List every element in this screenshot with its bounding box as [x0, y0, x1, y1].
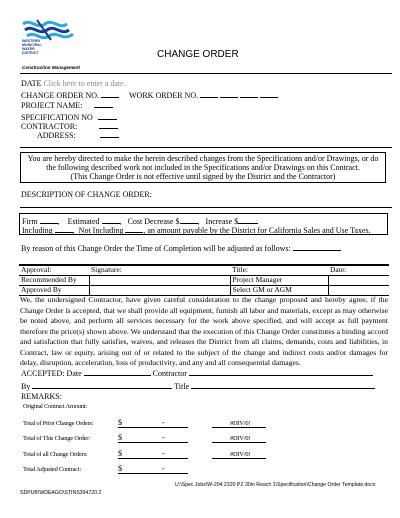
change-order-no-label: CHANGE ORDER NO. [21, 91, 99, 100]
contractor-signature-field[interactable] [189, 367, 373, 376]
cost-decrease-label: Cost Decrease $ [127, 217, 180, 226]
work-order-no-row [129, 89, 278, 100]
contractor-label: CONTRACTOR: [21, 122, 78, 131]
prior-change-orders-currency: $ [118, 418, 122, 427]
title-label: Title [174, 382, 190, 391]
cost-row-2: Including , Not Including , an amount payable by the District for California Sales and Use Taxes. [22, 226, 371, 235]
title-header: Title: [230, 265, 328, 276]
signature-header: Signature: [89, 265, 230, 276]
approved-by-signature[interactable] [89, 286, 230, 296]
by-label: By [21, 382, 31, 391]
by-field[interactable] [32, 380, 172, 389]
work-order-no-field-1[interactable] [200, 89, 218, 98]
approval-header-row [19, 265, 389, 276]
work-order-no-field-4[interactable] [260, 89, 278, 98]
title-field[interactable] [191, 380, 375, 389]
work-order-no-field-3[interactable] [240, 89, 258, 98]
cost-row-1: Firm , Estimated , Cost Decrease $ , Increase $ [22, 215, 258, 226]
directive-line-2: the following described work not included in the Specifications and/or Drawings on this Contract. [46, 163, 360, 173]
prior-change-orders-underline [118, 427, 188, 428]
work-order-no-field-2[interactable] [220, 89, 238, 98]
this-change-order-underline [118, 442, 188, 443]
adjusted-contract-currency: $ [118, 464, 122, 473]
prior-change-orders-value: - [162, 418, 165, 427]
estimated-field[interactable] [102, 215, 120, 224]
address-field[interactable] [100, 129, 119, 138]
original-contract-amount-label: Original Contract Amount: [23, 403, 87, 410]
description-divider [20, 207, 392, 208]
approval-row [19, 276, 389, 286]
change-order-no-field[interactable] [101, 89, 119, 98]
time-of-completion-row [21, 242, 341, 253]
estimated-label: Estimated [67, 217, 100, 226]
cost-decrease-field[interactable] [180, 215, 198, 224]
prior-change-orders-percent-underline [212, 427, 266, 428]
accepted-date-label: ACCEPTED: Date [21, 369, 82, 378]
document-id: SDPUB\WDEAGO\STINS394720.2 [20, 490, 102, 496]
contractor-field[interactable] [99, 120, 118, 129]
prior-change-orders-label: Total of Prior Change Orders: [23, 420, 94, 427]
time-of-completion-field[interactable] [293, 242, 341, 251]
contractor-signature-label: Contractor [152, 369, 187, 378]
all-change-orders-value: - [162, 449, 165, 458]
increase-field[interactable] [238, 215, 258, 224]
not-including-label: Not Including [78, 226, 124, 235]
all-change-orders-percent-underline [212, 458, 266, 459]
remarks-label: REMARKS: [21, 392, 62, 401]
date-header: Date: [328, 265, 389, 276]
adjusted-contract-underline [118, 473, 188, 474]
approval-row [19, 286, 389, 296]
adjusted-contract-value: - [162, 464, 165, 473]
not-including-field[interactable] [125, 224, 143, 233]
recommended-by-title: Project Manager [230, 276, 328, 286]
page-title: CHANGE ORDER [157, 49, 239, 60]
approval-table [19, 264, 389, 296]
logo-text: WESTERN MUNICIPAL WATER DISTRICT [22, 39, 42, 55]
project-name-row [21, 99, 113, 110]
address-row [37, 129, 119, 140]
accepted-row [21, 367, 373, 378]
this-change-order-label: Total of This Change Order: [23, 435, 90, 442]
time-of-completion-text: By reason of this Change Order the Time of Completion will be adjusted as follows: [21, 244, 291, 253]
specification-no-field[interactable] [98, 111, 117, 120]
by-row [21, 380, 375, 391]
adjusted-contract-label: Total Adjusted Contract: [23, 466, 81, 473]
approved-by-date[interactable] [328, 286, 389, 296]
directive-line-1: You are hereby directed to make the herein described changes from the Specifications and/or Drawings, or do [27, 154, 379, 163]
file-path: U:\Spec Jobs\W-204 2320 PZ 30in Reach 1\Specification\Change Order Template.docx [175, 482, 376, 488]
header-divider [20, 73, 392, 74]
this-change-order-value: - [162, 433, 165, 442]
directive-box [20, 152, 386, 183]
date-field[interactable]: Click here to enter a date. [43, 79, 126, 88]
description-label: DESCRIPTION OF CHANGE ORDER: [21, 190, 152, 199]
date-row [21, 79, 126, 88]
recommended-by-label: Recommended By [19, 276, 89, 286]
project-name-field[interactable] [94, 99, 113, 108]
cost-box [19, 213, 388, 235]
recommended-by-date[interactable] [328, 276, 389, 286]
directive-line-3: (This Change Order is not effective until signed by the District and the Contractor) [70, 172, 336, 182]
tax-text: , an amount payable by the District for California Sales and Use Taxes. [143, 226, 371, 235]
all-change-orders-currency: $ [118, 449, 122, 458]
project-name-label: PROJECT NAME: [21, 101, 83, 110]
section-divider [20, 147, 392, 148]
including-field[interactable] [55, 224, 73, 233]
recommended-by-signature[interactable] [89, 276, 230, 286]
agreement-paragraph: We, the undersigned Contractor, have given careful consideration to the change proposed and hereby agree, if the Change Order is accepted, that we shall provide all equipment, furnish all labor and materials, except as may otherwise be noted above, and perform all services necessary for the work above specified, and will accept as full payment therefore the price(s) shown above. We understand that the execution of this Change Order constitutes a binding accord and satisfaction that fully satisfies, waives, and releases the District from all claims, demands, costs and liabilities, in Contract, law or equity, arising out of or related to the subject of the change and indirect costs and/or damages for delay, disruption, acceleration, loss of productivity, and any and all consequential damages. [20, 295, 388, 367]
all-change-orders-underline [118, 458, 188, 459]
prior-change-orders-percent: #DIV/0! [230, 420, 251, 427]
address-label: ADDRESS: [37, 131, 76, 140]
specification-no-label: SPECIFICATION NO [21, 113, 93, 122]
this-change-order-percent: #DIV/0! [230, 435, 251, 442]
all-change-orders-label: Total of all Change Orders: [23, 451, 88, 458]
logo-subtitle: Construction Management [22, 65, 80, 70]
approved-by-label: Approved By [19, 286, 89, 296]
including-label: Including [22, 226, 53, 235]
approval-header: Approval: [19, 265, 89, 276]
all-change-orders-percent: #DIV/0! [230, 451, 251, 458]
date-label: DATE [21, 79, 42, 88]
work-order-no-label: WORK ORDER NO. [129, 91, 199, 100]
approved-by-title[interactable]: Select GM or AGM [230, 286, 328, 296]
increase-label: Increase $ [205, 217, 239, 226]
firm-label: Firm [22, 217, 38, 226]
this-change-order-percent-underline [212, 442, 266, 443]
this-change-order-currency: $ [118, 433, 122, 442]
firm-field[interactable] [40, 215, 58, 224]
accepted-date-field[interactable] [84, 367, 151, 376]
